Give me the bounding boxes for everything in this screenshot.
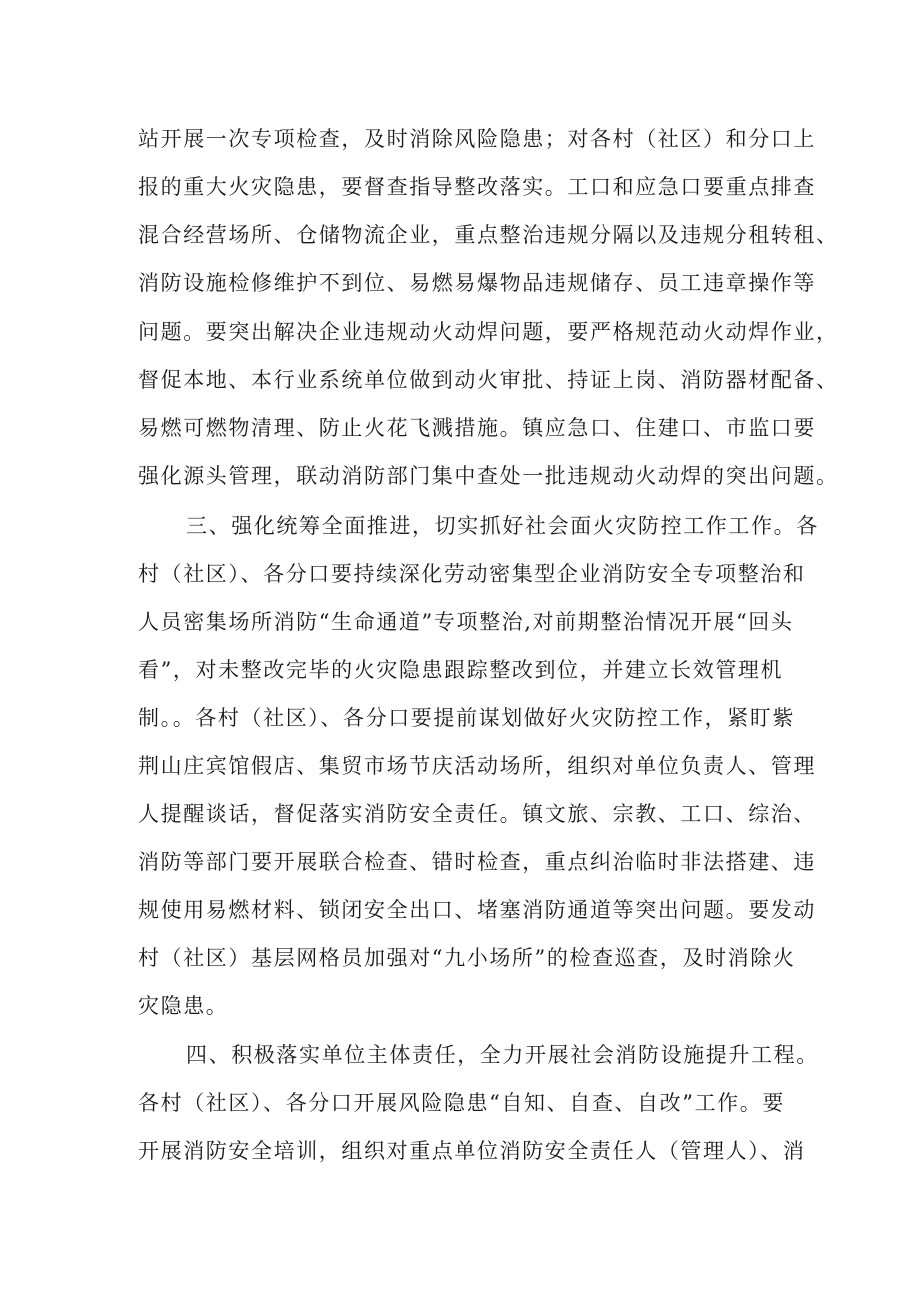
- text-line: 各村（社区）、各分口开展风险隐患“自知、自查、自改”工作。要: [138, 1091, 785, 1115]
- text-line: 人员密集场所消防“生命通道”专项整治,对前期整治情况开展“回头: [138, 610, 794, 634]
- text-line: 督促本地、本行业系统单位做到动火审批、持证上岗、消防器材配备、: [138, 368, 839, 392]
- text-line: 村（社区）、各分口要持续深化劳动密集型企业消防安全专项整治和: [138, 562, 806, 586]
- text-line: 消防等部门要开展联合检查、错时检查，重点纠治临时非法搭建、违: [138, 850, 816, 874]
- text-line: 规使用易燃材料、锁闭安全出口、堵塞消防通道等突出问题。要发动: [138, 898, 816, 922]
- text-line: 灾隐患。: [138, 994, 229, 1018]
- section-heading-4: 四、积极落实单位主体责任，全力开展社会消防设施提升工程。: [186, 1043, 819, 1067]
- text-line: 站开展一次专项检查，及时消除风险隐患；对各村（社区）和分口上: [138, 127, 816, 151]
- text-line: 报的重大火灾隐患，要督查指导整改落实。工口和应急口要重点排查: [138, 175, 816, 199]
- text-line: 混合经营场所、仓储物流企业，重点整治违规分隔以及违规分租转租、: [138, 223, 839, 247]
- text-line: 人提醒谈话，督促落实消防安全责任。镇文旅、宗教、工口、综治、: [138, 802, 816, 826]
- text-line: 村（社区）基层网格员加强对“九小场所”的检查巡查，及时消除火: [138, 946, 796, 970]
- text-line: 易燃可燃物清理、防止火花飞溅措施。镇应急口、住建口、市监口要: [138, 416, 816, 440]
- text-line: 问题。要突出解决企业违规动火动焊问题，要严格规范动火动焊作业，: [138, 320, 839, 344]
- text-line: 看”，对未整改完毕的火灾隐患跟踪整改到位，并建立长效管理机: [138, 658, 784, 682]
- text-line: 荆山庄宾馆假店、集贸市场节庆活动场所，组织对单位负责人、管理: [138, 754, 816, 778]
- text-line: 制。。各村（社区）、各分口要提前谋划做好火灾防控工作，紧盯紫: [138, 706, 795, 730]
- text-line: 强化源头管理，联动消防部门集中查处一批违规动火动焊的突出问题。: [138, 464, 839, 488]
- text-line: 消防设施检修维护不到位、易燃易爆物品违规储存、员工违章操作等: [138, 271, 816, 295]
- text-line: 开展消防安全培训，组织对重点单位消防安全责任人（管理人）、消: [138, 1139, 806, 1163]
- section-heading-3: 三、强化统筹全面推进，切实抓好社会面火灾防控工作工作。各: [186, 514, 819, 538]
